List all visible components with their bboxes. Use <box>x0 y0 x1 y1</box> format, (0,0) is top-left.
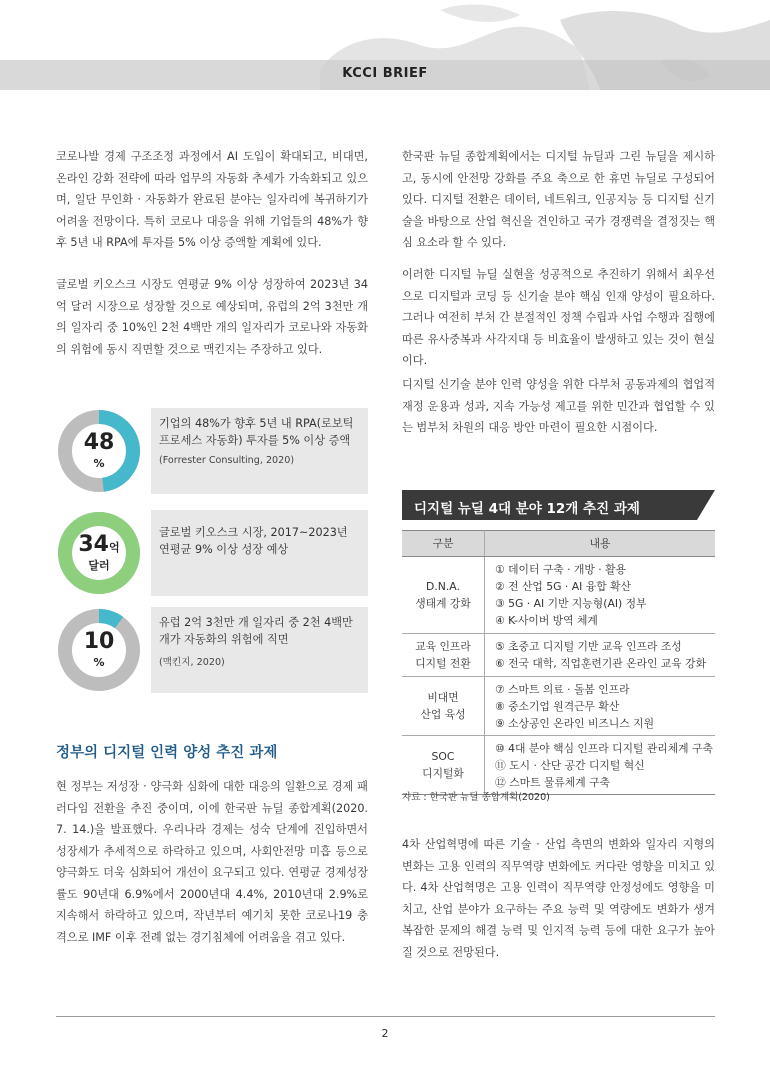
table-source: 자료 : 한국판 뉴딜 종합계획(2020) <box>402 792 550 803</box>
item: ③ 5G · AI 기반 지능형(AI) 정부 <box>495 597 647 610</box>
table-header-row <box>402 531 715 557</box>
stat-block-10 <box>56 607 368 693</box>
category-line: 디지털 전환 <box>415 657 471 670</box>
item: ⑧ 중소기업 원격근무 확산 <box>495 699 620 713</box>
row-items <box>485 634 716 677</box>
left-paragraph-3: 현 정부는 저성장 · 양극화 심화에 대한 대응의 일환으로 경제 패러다임 전환을 추진 중이며, 이에 한국판 뉴딜 종합계획(2020. 7. 14.)을 발표했다. 우리나라 경제는 성숙 단계에 진입하면서 성장세가 추세적으로 하락하고 있으며, 사회안전망 미흡 등으로 양극화도 더욱 심화되어 개선이 요구되고 있다. 연평균 경제성장률도 90년대 6.9%에서 2000년대 4.4%, 2010년대 2.9%로 지속해서 하락하고 있으며, 작년부터 예기치 못한 코로나19 충격으로 IMF 이후 전례 없는 경기침체에 어려움을 겪고 있다. <box>56 780 368 944</box>
row-category <box>402 634 485 677</box>
header-category: 구분 <box>402 531 485 557</box>
footer-divider <box>56 1016 715 1017</box>
table-title: 디지털 뉴딜 4대 분야 12개 추진 과제 <box>414 501 640 517</box>
digital-newdeal-table <box>402 530 715 795</box>
stat-text: 글로벌 키오스크 시장, 2017~2023년 연평균 9% 이상 성장 예상 <box>159 526 348 556</box>
row-items <box>485 677 716 736</box>
stat-block-34 <box>56 510 368 596</box>
stat-description-box <box>151 607 368 693</box>
stat-number: 10 <box>83 628 115 654</box>
stat-source: (Forrester Consulting, 2020) <box>159 455 295 466</box>
item: ② 전 산업 5G · AI 융합 확산 <box>495 580 631 593</box>
page-header <box>0 0 770 92</box>
page-number: 2 <box>381 1027 389 1040</box>
item: ⑤ 초중고 디지털 기반 교육 인프라 조성 <box>495 640 682 653</box>
left-paragraph-1: 코로나발 경제 구조조정 과정에서 AI 도입이 확대되고, 비대면, 온라인 강화 전략에 따라 업무의 자동화 추세가 가속화되고 있으며, 일단 무인화 · 자동화가 완료된 분야는 일자리에 복귀하기가 어려울 전망이다. 특히 코로나 대응을 위해 기업들의 48%가 향후 5년 내 RPA에 투자를 5% 이상 증액할 계획에 있다. <box>56 150 368 249</box>
stat-text: 기업의 48%가 향후 5년 내 RPA(로보틱 프로세스 자동화) 투자를 5% 이상 증액 <box>159 417 354 447</box>
header-content: 내용 <box>485 531 716 557</box>
right-paragraph-2: 이러한 디지털 뉴딜 실현을 성공적으로 추진하기 위해서 최우선으로 디지털과 코딩 등 신기술 분야 핵심 인재 양성이 필요하다. 그러나 여전히 부처 간 분절적인 정책 수립과 사업 수행과 집행에 따른 유사중복과 사각지대 등 비효율이 발생하고 있는 것이 현실이다. <box>402 268 715 367</box>
row-category <box>402 557 485 634</box>
item: ⑪ 도시 · 산단 공간 디지털 혁신 <box>495 758 645 772</box>
stat-unit: % <box>93 655 105 669</box>
right-paragraph-3: 디지털 신기술 분야 인력 양성을 위한 다부처 공동과제의 협업적 재정 운용과 성과, 지속 가능성 제고를 위한 민간과 협업할 수 있는 범부처 차원의 대응 방안 마련이 필요한 시점이다. <box>402 378 715 434</box>
category-line: SOC <box>431 750 455 763</box>
stat-unit: 달러 <box>88 558 110 572</box>
item: ⑨ 소상공인 온라인 비즈니스 지원 <box>495 716 654 730</box>
right-paragraph-4: 4차 산업혁명에 따른 기술 · 산업 측면의 변화와 일자리 지형의 변화는 고용 인력의 직무역량 변화에도 커다란 영향을 미치고 있다. 4차 산업혁명은 고용 인력이 직무역량 안정성에도 영향을 미치고, 산업 분야가 요구하는 주요 능력 및 역량에도 변화가 생겨 복잡한 문제의 해결 능력 및 인지적 능력 등에 대한 요구가 높아질 것으로 전망된다. <box>402 838 715 959</box>
stat-number: 34 <box>78 531 109 557</box>
table-row <box>402 557 715 634</box>
row-items <box>485 557 716 634</box>
table-row <box>402 677 715 736</box>
row-items <box>485 736 716 795</box>
right-paragraph-1: 한국판 뉴딜 종합계획에서는 디지털 뉴딜과 그린 뉴딜을 제시하고, 동시에 안전망 강화를 주요 축으로 한 휴먼 뉴딜로 구성되어 있다. 디지털 전환은 데이터, 네트워크, 인공지능 등 디지털 신기술을 바탕으로 산업 혁신을 견인하고 국가 경쟁력을 결정짓는 핵심 요소라 할 수 있다. <box>402 150 715 249</box>
stat-description-box <box>151 408 368 494</box>
item: ⑥ 전국 대학, 직업훈련기관 온라인 교육 강화 <box>495 657 707 670</box>
section-title: 정부의 디지털 인력 양성 추진 과제 <box>56 745 278 761</box>
category-line: 생태계 강화 <box>415 597 471 610</box>
item: ④ K-사이버 방역 체계 <box>495 614 598 627</box>
item: ⑦ 스마트 의료 · 돌봄 인프라 <box>495 682 630 696</box>
left-paragraph-2: 글로벌 키오스크 시장도 연평균 9% 이상 성장하여 2023년 34억 달러 시장으로 성장할 것으로 예상되며, 유럽의 2억 3천만 개의 일자리 중 10%인 2천 4백만 개의 일자리가 코로나와 자동화의 위험에 동시 직면할 것으로 맥킨지는 주장하고 있다. <box>56 278 368 356</box>
stat-source: (맥킨지, 2020) <box>159 657 225 668</box>
table-row <box>402 634 715 677</box>
table-row <box>402 736 715 795</box>
stat-block-48 <box>56 408 368 494</box>
table-title-banner <box>402 490 715 520</box>
stat-description-box <box>151 510 368 596</box>
item: ① 데이터 구축 · 개방 · 활용 <box>495 563 627 576</box>
category-line: 비대면 <box>427 691 459 704</box>
stat-suffix: 억 <box>108 540 120 554</box>
category-line: 디지털화 <box>422 767 464 780</box>
row-category <box>402 677 485 736</box>
stat-number: 48 <box>83 429 115 455</box>
brief-title: KCCI BRIEF <box>342 66 428 81</box>
item: ⑫ 스마트 물류체계 구축 <box>495 775 610 789</box>
category-line: 산업 육성 <box>420 708 466 721</box>
category-line: D.N.A. <box>426 580 460 593</box>
stat-unit: % <box>93 456 105 470</box>
row-category <box>402 736 485 795</box>
item: ⑩ 4대 분야 핵심 인프라 디지털 관리체계 구축 <box>495 741 713 755</box>
category-line: 교육 인프라 <box>415 640 471 653</box>
stat-text: 유럽 2억 3천만 개 일자리 중 2천 4백만 개가 자동화의 위험에 직면 <box>159 616 353 646</box>
